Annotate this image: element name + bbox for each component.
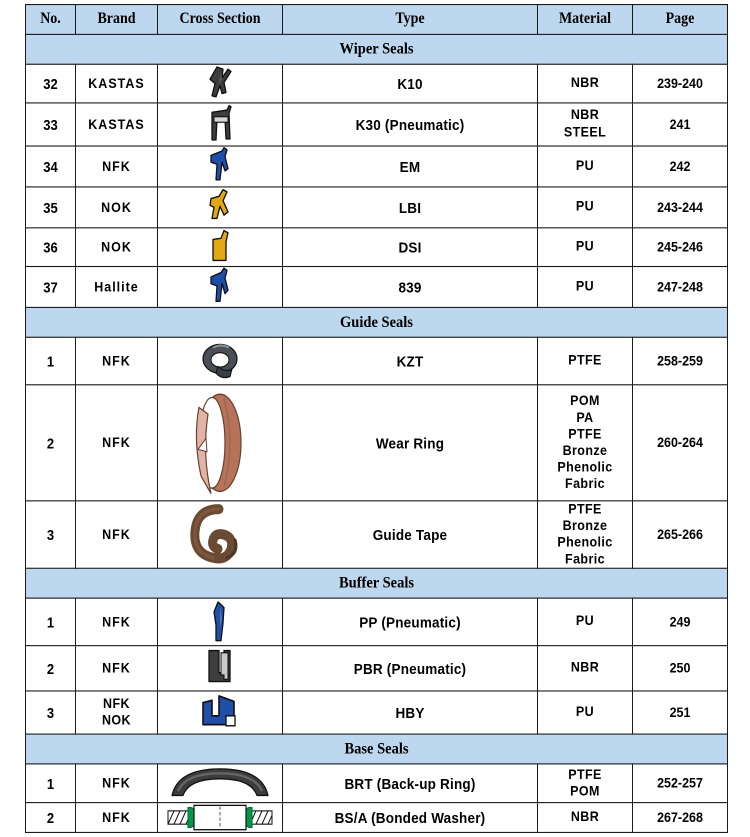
cell-no: 3 — [26, 691, 76, 734]
cell-cross-section — [158, 646, 283, 691]
cell-cross-section — [158, 103, 283, 146]
base-bsa-icon — [158, 803, 282, 832]
cell-brand: KASTAS — [76, 64, 158, 103]
cell-material: NBR — [538, 803, 633, 833]
section-title: Buffer Seals — [26, 568, 728, 598]
cell-page: 265-266 — [633, 501, 728, 568]
cell-brand: NOK — [76, 228, 158, 267]
buffer-pp-icon — [158, 599, 282, 645]
cell-cross-section — [158, 501, 283, 568]
table-row — [26, 64, 728, 103]
cell-material-item: POM — [570, 393, 600, 409]
cell-page: 249 — [633, 598, 728, 646]
cell-type: HBY — [283, 691, 538, 734]
cell-cross-section — [158, 385, 283, 501]
cell-page: 239-240 — [633, 64, 728, 103]
cell-material: NBR — [538, 646, 633, 691]
cell-page: 247-248 — [633, 267, 728, 308]
cell-material-item: POM — [570, 783, 600, 799]
cell-material-item: PTFE Bronze — [562, 501, 608, 534]
cell-brand: NFK — [76, 385, 158, 501]
table-row — [26, 764, 728, 803]
cell-material: NBR — [538, 64, 633, 103]
column-header-page: Page — [633, 5, 728, 35]
cell-type: BS/A (Bonded Washer) — [283, 803, 538, 833]
guide-kzt-ring-icon — [158, 338, 282, 384]
section-header-row — [26, 734, 728, 764]
cell-brand-item: NOK — [102, 712, 131, 728]
table-body — [26, 34, 728, 832]
table-row — [26, 646, 728, 691]
cell-type: KZT — [283, 337, 538, 385]
wiper-k30-icon — [158, 103, 282, 145]
table-header — [26, 5, 728, 35]
table-row — [26, 228, 728, 267]
table-row — [26, 103, 728, 146]
cell-cross-section — [158, 64, 283, 103]
cell-brand: NFK — [76, 501, 158, 568]
cell-material-item: PTFE — [568, 766, 602, 783]
column-header-cross-section: Cross Section — [158, 5, 283, 35]
cell-no: 2 — [26, 803, 76, 833]
cell-brand: NOK — [76, 187, 158, 228]
wiper-em-icon — [158, 147, 282, 187]
table-row — [26, 337, 728, 385]
cell-brand: NFK — [76, 803, 158, 833]
cell-type: PP (Pneumatic) — [283, 598, 538, 646]
cell-no: 35 — [26, 187, 76, 228]
cell-brand-item: NFK — [103, 695, 130, 712]
cell-brand: NFK — [76, 146, 158, 187]
cell-material: NBR STEEL — [538, 103, 633, 146]
cell-cross-section — [158, 598, 283, 646]
cell-no: 34 — [26, 146, 76, 187]
cell-page: 245-246 — [633, 228, 728, 267]
wiper-k10-icon — [158, 65, 282, 103]
cell-type: BRT (Back-up Ring) — [283, 764, 538, 803]
guide-wear-ring-icon — [158, 385, 282, 500]
section-header-row — [26, 568, 728, 598]
cell-page: 242 — [633, 146, 728, 187]
cell-material-item: PA — [576, 409, 594, 426]
section-header-row — [26, 307, 728, 337]
cell-no: 36 — [26, 228, 76, 267]
seal-reference-table — [25, 4, 728, 833]
table-row — [26, 385, 728, 501]
column-header-type: Type — [283, 5, 538, 35]
cell-brand — [76, 691, 158, 734]
section-header-row — [26, 34, 728, 64]
table-row — [26, 598, 728, 646]
cell-page: 258-259 — [633, 337, 728, 385]
cell-material: PU — [538, 691, 633, 734]
cell-brand: NFK — [76, 598, 158, 646]
cell-type: LBI — [283, 187, 538, 228]
table-row — [26, 803, 728, 833]
cell-material: PU — [538, 187, 633, 228]
cell-no: 1 — [26, 598, 76, 646]
table-row — [26, 501, 728, 568]
cell-page: 241 — [633, 103, 728, 146]
cell-material: PU — [538, 228, 633, 267]
cell-brand: NFK — [76, 646, 158, 691]
buffer-pbr-icon — [158, 646, 282, 690]
column-header-brand: Brand — [76, 5, 158, 35]
cell-page: 250 — [633, 646, 728, 691]
cell-cross-section — [158, 228, 283, 267]
cell-brand: NFK — [76, 337, 158, 385]
cell-material-item: Phenolic Fabric — [557, 459, 613, 492]
table-row — [26, 691, 728, 734]
cell-material: PU — [538, 146, 633, 187]
cell-page: 252-257 — [633, 764, 728, 803]
table-row — [26, 267, 728, 308]
cell-type: K30 (Pneumatic) — [283, 103, 538, 146]
cell-cross-section — [158, 337, 283, 385]
table-row — [26, 146, 728, 187]
wiper-dsi-icon — [158, 228, 282, 266]
section-title: Base Seals — [26, 734, 728, 764]
cell-no: 2 — [26, 385, 76, 501]
wiper-839-icon — [158, 267, 282, 307]
buffer-hby-icon — [158, 692, 282, 734]
cell-no: 2 — [26, 646, 76, 691]
cell-brand: Hallite — [76, 267, 158, 308]
cell-type: DSI — [283, 228, 538, 267]
cell-brand: NFK — [76, 764, 158, 803]
cell-cross-section — [158, 691, 283, 734]
cell-brand: KASTAS — [76, 103, 158, 146]
cell-type: Wear Ring — [283, 385, 538, 501]
guide-tape-icon — [158, 503, 282, 567]
cell-page: 251 — [633, 691, 728, 734]
cell-type: K10 — [283, 64, 538, 103]
cell-material — [538, 764, 633, 803]
section-title: Wiper Seals — [26, 34, 728, 64]
cell-material-item: PTFE Bronze — [562, 426, 608, 459]
cell-page: 260-264 — [633, 385, 728, 501]
cell-cross-section — [158, 803, 283, 833]
cell-type: 839 — [283, 267, 538, 308]
cell-cross-section — [158, 146, 283, 187]
cell-material: PTFE — [538, 337, 633, 385]
cell-type: PBR (Pneumatic) — [283, 646, 538, 691]
cell-type: EM — [283, 146, 538, 187]
cell-no: 32 — [26, 64, 76, 103]
cell-no: 1 — [26, 764, 76, 803]
cell-cross-section — [158, 187, 283, 228]
cell-material: PU — [538, 267, 633, 308]
cell-material: PU — [538, 598, 633, 646]
table-row — [26, 187, 728, 228]
cell-material — [538, 501, 633, 568]
column-header-no: No. — [26, 5, 76, 35]
cell-no: 1 — [26, 337, 76, 385]
cell-page: 243-244 — [633, 187, 728, 228]
cell-no: 33 — [26, 103, 76, 146]
base-brt-icon — [158, 764, 282, 802]
cell-no: 37 — [26, 267, 76, 308]
header-row — [26, 5, 728, 35]
cell-cross-section — [158, 764, 283, 803]
cell-material-item: Phenolic Fabric — [557, 534, 613, 567]
wiper-lbi-icon — [158, 187, 282, 227]
section-title: Guide Seals — [26, 307, 728, 337]
column-header-material: Material — [538, 5, 633, 35]
cell-cross-section — [158, 267, 283, 308]
cell-no: 3 — [26, 501, 76, 568]
cell-page: 267-268 — [633, 803, 728, 833]
cell-material — [538, 385, 633, 501]
cell-type: Guide Tape — [283, 501, 538, 568]
